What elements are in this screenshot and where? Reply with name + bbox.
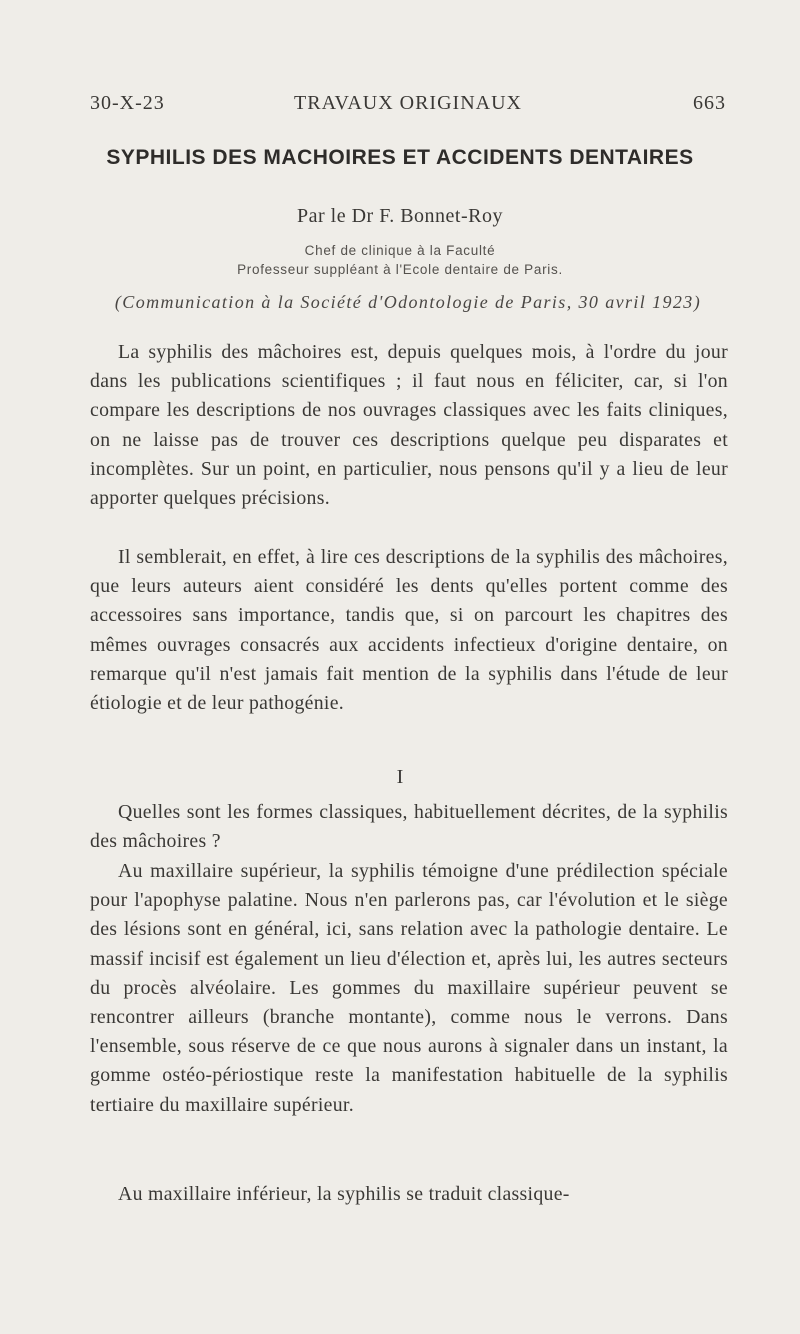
issue-date: 30-X-23 bbox=[90, 92, 165, 114]
author-byline: Par le Dr F. Bonnet-Roy bbox=[297, 205, 503, 227]
section-heading: TRAVAUX ORIGINAUX bbox=[294, 92, 522, 114]
running-head bbox=[90, 92, 726, 122]
page-number: 663 bbox=[693, 92, 726, 114]
body-paragraph-5: Au maxillaire inférieur, la syphilis se traduit classique- bbox=[118, 1183, 570, 1205]
body-paragraph-4: Au maxillaire supérieur, la syphilis témoigne d'une prédilection spéciale pour l'apophyse palatine. Nous n'en parlerons pas, car l'évolution et le siège des lésions sont en général, ici, sans relation avec la pathologie dentaire. Le massif incisif est également un lieu d'élection et, après lui, les autres secteurs du procès alvéolaire. Les gommes du maxillaire supérieur peuvent se rencontrer ailleurs (branche montante), comme nous le verrons. Dans l'ensemble, sous réserve de ce que nous aurons à signaler dans un instant, la gomme ostéo-périostique reste la manifestation habituelle de la syphilis tertiaire du maxillaire supérieur. bbox=[90, 860, 728, 1116]
communication-note: (Communication à la Société d'Odontologie de Paris, 30 avril 1923) bbox=[114, 292, 702, 312]
body-paragraph-2: Il semblerait, en effet, à lire ces descriptions de la syphilis des mâchoires, que leurs auteurs aient considéré les dents qu'elles portent comme des accessoires sans importance, tandis que, si on parcourt les chapitres des mêmes ouvrages consacrés aux accidents infectieux d'origine dentaire, on remarque qu'il n'est jamais fait mention de la syphilis dans l'étude de leur étiologie et de leur pathogénie. bbox=[90, 546, 728, 715]
author-affiliation-2: Professeur suppléant à l'Ecole dentaire de Paris. bbox=[237, 262, 563, 277]
author-affiliation-1: Chef de clinique à la Faculté bbox=[304, 243, 496, 258]
section-number: I bbox=[396, 766, 404, 788]
body-paragraph-3: Quelles sont les formes classiques, habituellement décrites, de la syphilis des mâchoires ? bbox=[90, 801, 728, 853]
article-title: SYPHILIS DES MACHOIRES ET ACCIDENTS DENTAIRES bbox=[106, 146, 694, 169]
body-paragraph-1: La syphilis des mâchoires est, depuis quelques mois, à l'ordre du jour dans les publications scientifiques ; il faut nous en féliciter, car, si l'on compare les descriptions de nos ouvrages classiques avec les faits cliniques, on ne laisse pas de trouver ces descriptions quelque peu disparates et incomplètes. Sur un point, en particulier, nous pensons qu'il y a lieu de leur apporter quelques précisions. bbox=[90, 341, 728, 510]
